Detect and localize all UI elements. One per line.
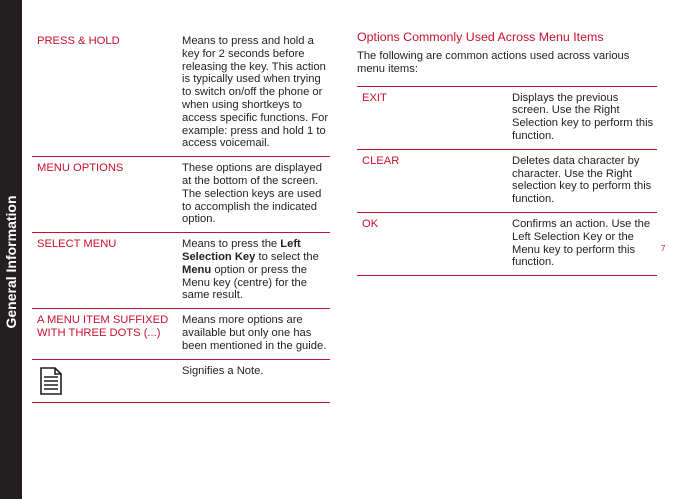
table-row bbox=[32, 308, 330, 358]
term-menu-options: MENU OPTIONS bbox=[37, 162, 124, 175]
desc-press-hold: Means to press and hold a key for 2 seconds before releasing the key. This action is typically used when trying to switch on/off the phone or when using shortkeys to access specific functions. For example: press and hold 1 to access voicemail. bbox=[182, 35, 329, 150]
table-row bbox=[32, 156, 330, 232]
note-icon bbox=[40, 367, 62, 395]
term-note bbox=[32, 360, 182, 402]
term-select-menu: SELECT MENU bbox=[37, 238, 117, 251]
table-row bbox=[32, 359, 330, 402]
desc-three-dots: Means more options are available but only one has been mentioned in the guide. bbox=[182, 314, 327, 352]
term-three-dots: A MENU ITEM SUFFIXED WITH THREE DOTS (...) bbox=[37, 314, 169, 339]
table-row bbox=[357, 149, 657, 212]
page-number: 7 bbox=[661, 244, 666, 253]
section-heading: Options Commonly Used Across Menu Items bbox=[357, 30, 604, 44]
desc-exit: Displays the previous screen. Use the Right Selection key to perform this function. bbox=[512, 91, 654, 142]
side-tab-label: General Information bbox=[3, 195, 19, 329]
table-row bbox=[32, 30, 330, 156]
term-clear: CLEAR bbox=[362, 154, 400, 167]
table-row bbox=[357, 87, 657, 149]
desc-menu-options: These options are displayed at the bottom of the screen. The selection keys are used to accomplish the indicated option. bbox=[182, 162, 322, 226]
term-exit: EXIT bbox=[362, 91, 387, 104]
desc-select-menu: Means to press the Left Selection Key to select the Menu option or press the Menu key (centre) for the same result. bbox=[182, 238, 319, 302]
actions-table bbox=[357, 86, 657, 277]
table-row bbox=[357, 212, 657, 275]
term-press-hold: PRESS & HOLD bbox=[37, 35, 120, 47]
desc-ok: Confirms an action. Use the Left Selection Key or the Menu key to perform this function. bbox=[512, 217, 651, 269]
desc-clear: Deletes data character by character. Use the Right selection key to perform this function. bbox=[512, 154, 652, 206]
term-ok: OK bbox=[362, 217, 379, 230]
table-row bbox=[32, 232, 330, 308]
side-tab bbox=[0, 0, 22, 499]
desc-note: Signifies a Note. bbox=[182, 364, 264, 377]
terminology-table bbox=[32, 30, 330, 403]
intro-text: The following are common actions used across various menu items: bbox=[357, 50, 630, 75]
right-column bbox=[357, 30, 660, 276]
